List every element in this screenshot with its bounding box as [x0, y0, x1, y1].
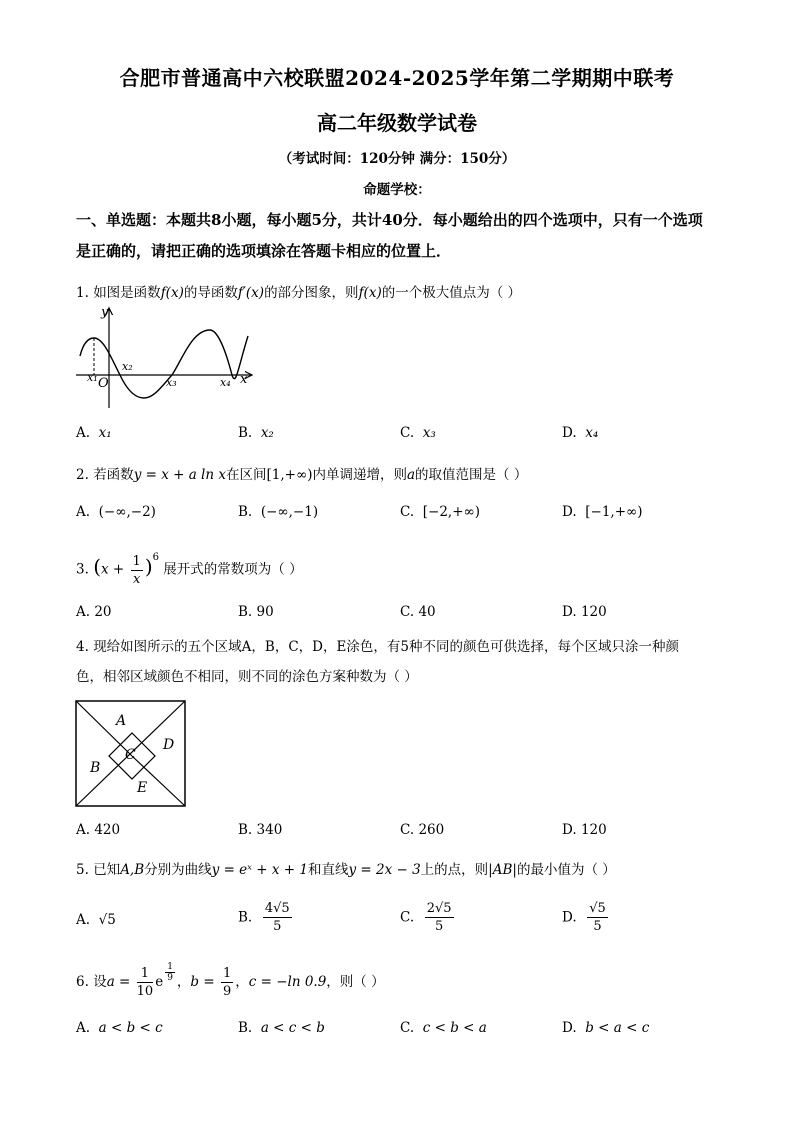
- option-c: C. x₃: [400, 425, 436, 441]
- math-expr: y = x + a ln x: [133, 467, 226, 483]
- question-2: 2. 若函数y = x + a ln x在区间[1,+∞)内单调递增，则a的取值范围是（ ）: [76, 467, 528, 483]
- option-a: A. √5: [76, 912, 116, 928]
- fraction: $\frac{1}{x}$: [132, 553, 141, 587]
- option-d: D. $\frac{√5}{5}$: [562, 901, 606, 934]
- option-c: C. 260: [400, 822, 445, 838]
- region-b-label: B: [90, 760, 101, 776]
- fraction: $\frac{1}{10}$: [136, 966, 154, 999]
- x1-label: x₁: [87, 371, 98, 384]
- region-a-label: A: [116, 713, 127, 729]
- option-b: B. a < c < b: [238, 1020, 325, 1036]
- option-d: D. b < a < c: [562, 1020, 650, 1036]
- derivative-graph: [72, 302, 262, 414]
- question-number: 4.: [76, 639, 89, 655]
- option-b: B. x₂: [238, 425, 274, 441]
- question-text: 的一个极大值点为（ ）: [381, 285, 522, 301]
- question-number: 1.: [76, 285, 89, 301]
- math-fx: f(x): [358, 285, 382, 301]
- x2-label: x₂: [122, 360, 133, 373]
- origin-label: O: [98, 376, 109, 391]
- section-heading: 一、单选题：本题共8小题，每小题5分，共计40分．每小题给出的四个选项中，只有一个选项是正确的，请把正确的选项填涂在答题卡相应的位置上．: [76, 211, 703, 260]
- region-c-label: C: [125, 747, 136, 763]
- question-6: 6. 设a = $\frac{1}{10}$ e $\frac{1}{9}$ ，b = $\frac{1}{9}$ ，c = −ln 0.9，则（ ）: [76, 962, 385, 999]
- region-e-label: E: [137, 780, 148, 796]
- question-number: 2.: [76, 467, 89, 483]
- axis-label-x: x: [240, 372, 248, 387]
- option-c: C. 40: [400, 604, 436, 620]
- question-3: 3. (x + $\frac{1}{x}$ )$^6$ 展开式的常数项为（ ）: [76, 552, 303, 587]
- option-b: B. $\frac{4√5}{5}$: [238, 901, 290, 934]
- exam-subtitle: 高二年级数学试卷: [317, 111, 477, 135]
- math-fx: f(x): [160, 285, 184, 301]
- exam-school: 命题学校：: [363, 182, 431, 198]
- math-line: y = 2x − 3: [348, 862, 421, 878]
- exam-title: 合肥市普通高中六校联盟2024-2025学年第二学期期中联考: [119, 66, 675, 90]
- question-4: 4. 现给如图所示的五个区域A，B，C，D，E涂色，有5种不同的颜色可供选择，每个区域只涂一种颜 色，相邻区域颜色不相同，则不同的涂色方案种数为（ ）: [76, 639, 679, 685]
- fraction: $\frac{1}{9}$: [222, 966, 232, 999]
- exponent-fraction: $\frac{1}{9}$: [167, 962, 173, 983]
- option-b: B. 340: [238, 822, 283, 838]
- question-number: 5.: [76, 862, 89, 878]
- option-d: D. 120: [562, 822, 607, 838]
- question-number: 3.: [76, 561, 89, 578]
- option-a: A. (−∞,−2): [76, 504, 156, 520]
- option-d: D. x₄: [562, 425, 599, 441]
- math-interval: [1,+∞): [266, 467, 313, 483]
- option-a: A. 420: [76, 822, 121, 838]
- option-b: B. 90: [238, 604, 274, 620]
- math-fprime: f′(x): [237, 285, 265, 301]
- math-curve: y = eˣ + x + 1: [211, 862, 308, 878]
- option-c: C. $\frac{2√5}{5}$: [400, 901, 452, 934]
- option-a: A. a < b < c: [76, 1020, 163, 1036]
- option-a: A. x₁: [76, 425, 112, 441]
- option-a: A. 20: [76, 604, 112, 620]
- option-d: D. [−1,+∞): [562, 504, 643, 520]
- question-text: 的导函数: [183, 285, 238, 301]
- region-d-label: D: [163, 737, 175, 753]
- option-c: C. c < b < a: [400, 1020, 487, 1036]
- exam-meta: （考试时间：120分钟 满分：150分）: [278, 151, 516, 167]
- x4-label: x₄: [220, 376, 231, 389]
- region-diagram: [74, 699, 188, 809]
- axis-label-y: y: [101, 305, 109, 320]
- option-d: D. 120: [562, 604, 607, 620]
- question-text: 如图是函数: [93, 285, 161, 301]
- option-b: B. (−∞,−1): [238, 504, 319, 520]
- question-number: 6.: [76, 974, 89, 990]
- option-c: C. [−2,+∞): [400, 504, 481, 520]
- question-text: 的部分图象，则: [264, 285, 359, 301]
- question-5: 5. 已知A,B分别为曲线y = eˣ + x + 1和直线y = 2x − 3上的点，则|AB|的最小值为（ ）: [76, 862, 616, 878]
- x3-label: x₃: [166, 376, 177, 389]
